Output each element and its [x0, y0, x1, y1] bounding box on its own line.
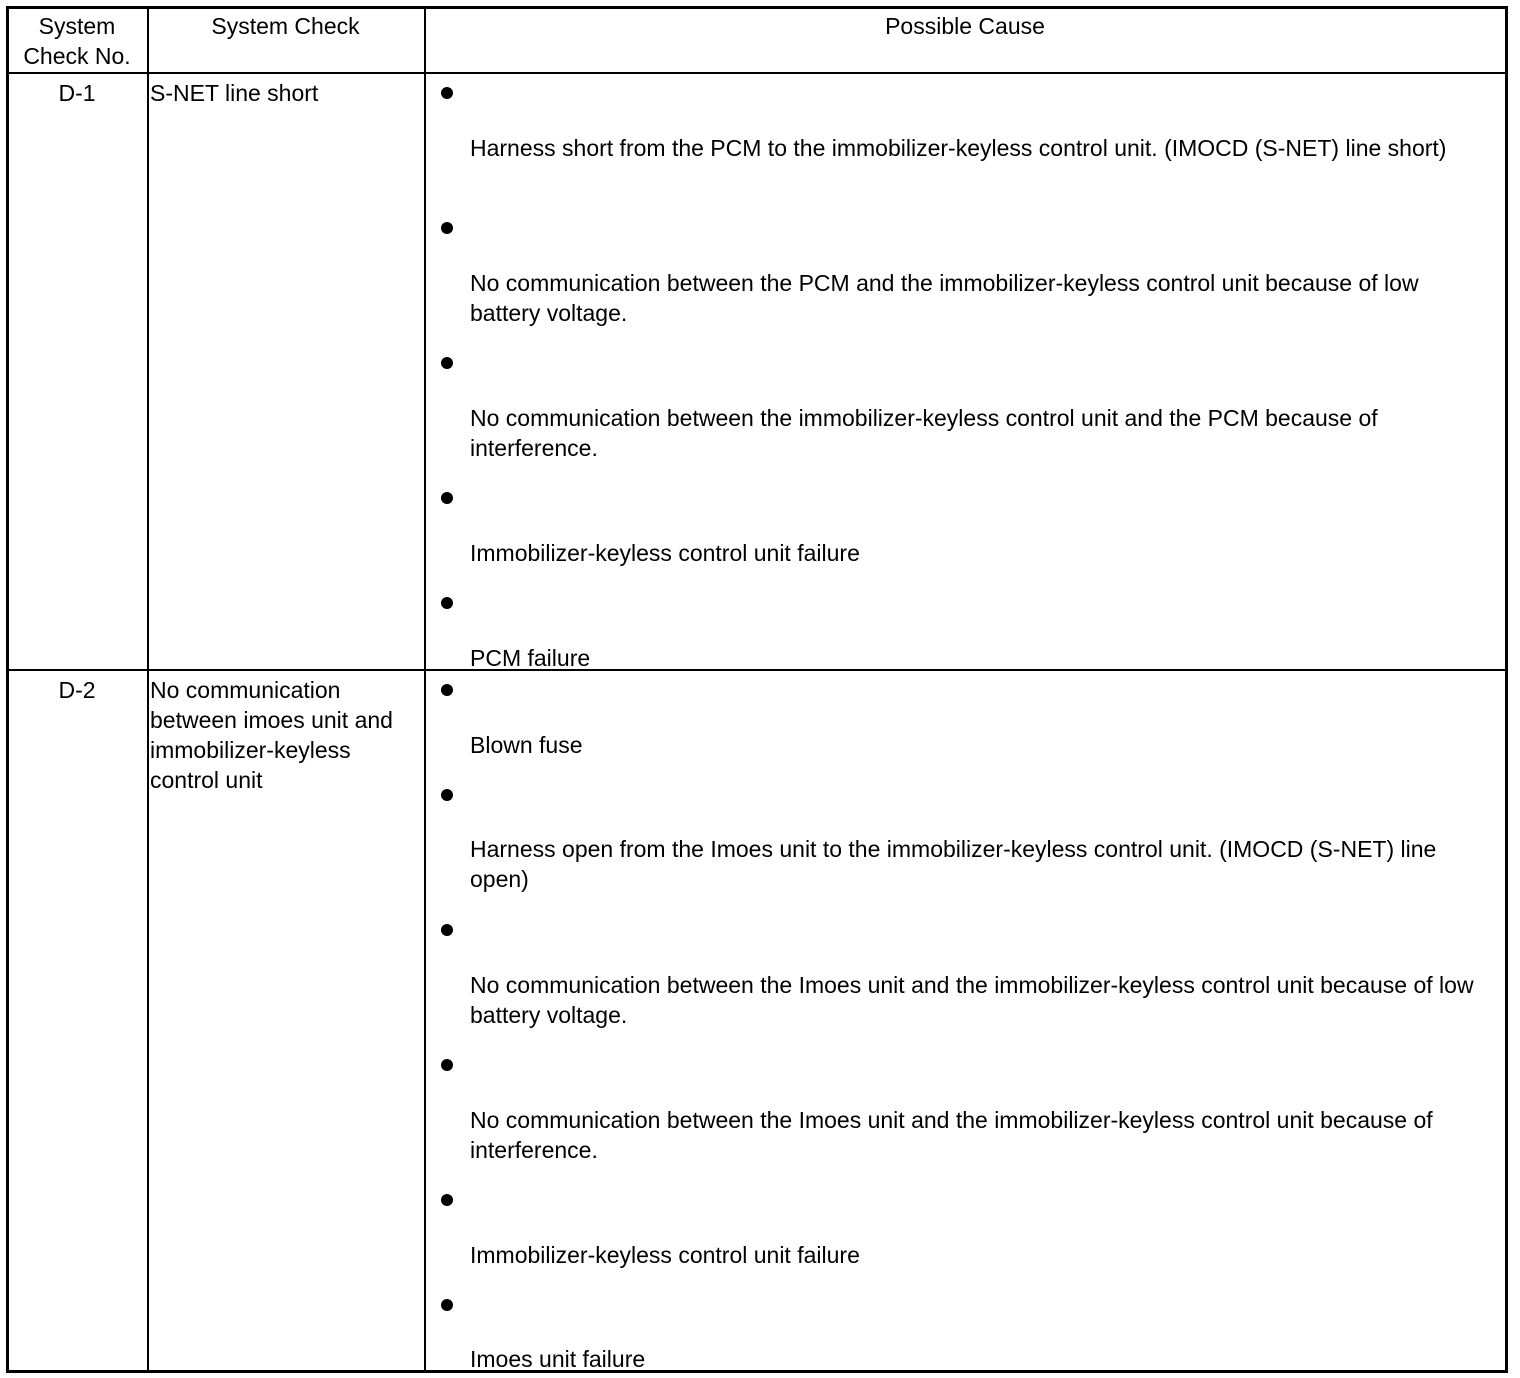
header-check-no: [12, 11, 142, 71]
cause-d1-5: PCM failure: [470, 645, 591, 671]
header-check-no-line2: Check No.: [23, 43, 131, 69]
bullet-icon: [441, 1194, 453, 1206]
bullet-icon: [441, 597, 453, 609]
cause-d2-1: Blown fuse: [470, 732, 583, 758]
header-check-no-line1: System: [38, 13, 116, 39]
cause-d1-3: No communication between the immobilizer-keyless control unit and the PCM because of interference.: [470, 405, 1378, 461]
cause-d2-3: No communication between the Imoes unit and the immobilizer-keyless control unit because of low battery voltage.: [470, 972, 1474, 1028]
system-check-d1: S-NET line short: [150, 80, 319, 106]
column-divider: [424, 9, 426, 1370]
cause-d1-1: Harness short from the PCM to the immobilizer-keyless control unit. (IMOCD (S-NET) line short): [470, 135, 1447, 161]
bullet-icon: [441, 789, 453, 801]
header-system-check: System Check: [211, 13, 360, 39]
bullet-icon: [441, 492, 453, 504]
bullet-icon: [441, 924, 453, 936]
cause-d2-5: Immobilizer-keyless control unit failure: [470, 1242, 860, 1268]
check-no-d2: D-2: [58, 677, 96, 703]
bullet-icon: [441, 684, 453, 696]
bullet-icon: [441, 222, 453, 234]
cause-d2-2: Harness open from the Imoes unit to the immobilizer-keyless control unit. (IMOCD (S-NET) line open): [470, 836, 1437, 892]
check-no-d1: D-1: [58, 80, 96, 106]
bullet-icon: [441, 357, 453, 369]
header-possible-cause: Possible Cause: [885, 13, 1045, 39]
cause-d1-4: Immobilizer-keyless control unit failure: [470, 540, 860, 566]
cause-d1-2: No communication between the PCM and the immobilizer-keyless control unit because of low battery voltage.: [470, 270, 1419, 326]
header-divider: [9, 72, 1505, 74]
cause-d2-4: No communication between the Imoes unit and the immobilizer-keyless control unit because of interference.: [470, 1107, 1433, 1163]
bullet-icon: [441, 1059, 453, 1071]
bullet-icon: [441, 87, 453, 99]
cause-d2-6: Imoes unit failure: [470, 1346, 646, 1372]
column-divider: [147, 9, 149, 1370]
bullet-icon: [441, 1299, 453, 1311]
system-check-d2: No communication between imoes unit and immobilizer-keyless control unit: [150, 677, 393, 793]
